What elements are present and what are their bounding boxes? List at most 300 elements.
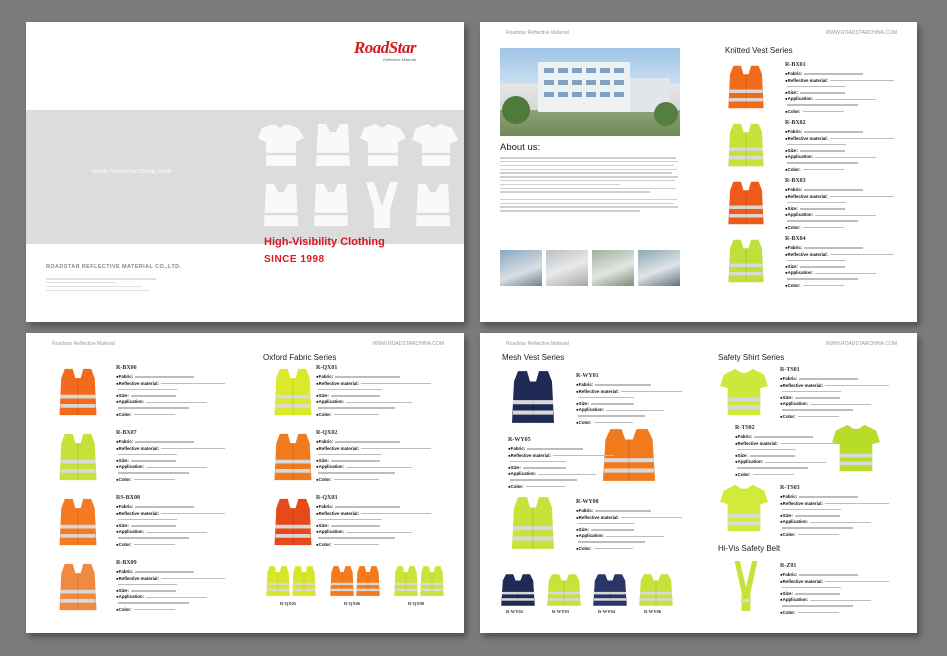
spec-label: ●Application: bbox=[576, 407, 605, 413]
spec-value-line bbox=[118, 519, 177, 520]
spec-color bbox=[508, 484, 620, 491]
spec-label: ●Reflective material: bbox=[116, 380, 159, 386]
spec-label: ●Reflective material: bbox=[316, 510, 359, 516]
spec-label: ●Reflective material: bbox=[576, 388, 619, 394]
page-header-right: WWW.ROADSTARCHINA.COM bbox=[825, 341, 897, 347]
spec-label: ●Application: bbox=[785, 154, 814, 160]
spec-size bbox=[780, 591, 898, 598]
spec-label: ●Fabric: bbox=[316, 439, 334, 444]
spec-reflective bbox=[116, 381, 234, 388]
product-code: R-BX01 bbox=[785, 62, 806, 68]
oxford-page bbox=[26, 333, 464, 633]
spec-value-line bbox=[161, 448, 225, 449]
spec-size bbox=[785, 206, 903, 213]
spec-value-line bbox=[361, 513, 431, 514]
spec-reflective bbox=[780, 579, 898, 586]
spec-reflective bbox=[785, 252, 903, 259]
spec-label: ●Size: bbox=[735, 452, 748, 458]
spec-value-line bbox=[780, 443, 844, 444]
spec-label: ●Size: bbox=[780, 512, 793, 518]
spec-label: ●Fabric: bbox=[780, 376, 798, 381]
spec-value-line bbox=[134, 479, 175, 480]
spec-value-line bbox=[815, 157, 876, 158]
product-vest-image bbox=[725, 238, 767, 289]
spec-application bbox=[780, 519, 898, 526]
spec-size bbox=[576, 527, 688, 534]
spec-value-line bbox=[799, 496, 858, 497]
spec-value-line bbox=[318, 454, 382, 455]
spec-value-line bbox=[118, 407, 189, 408]
spec-value-line bbox=[595, 384, 651, 385]
spec-size bbox=[785, 148, 903, 155]
spec-color bbox=[780, 532, 898, 539]
spec-list bbox=[785, 71, 903, 115]
spec-label: ●Color: bbox=[785, 224, 801, 230]
product-vest-image bbox=[271, 432, 315, 487]
spec-fabric bbox=[780, 376, 898, 383]
spec-list bbox=[785, 129, 903, 173]
section-title-belt: Hi-Vis Safety Belt bbox=[718, 544, 781, 553]
spec-value-line bbox=[830, 138, 894, 139]
product-caption: R-WY04 bbox=[598, 609, 615, 614]
spec-label: ●Fabric: bbox=[735, 434, 753, 439]
spec-label: ●Reflective material: bbox=[508, 452, 551, 458]
spec-fabric bbox=[576, 382, 688, 389]
product-vest-image bbox=[508, 495, 558, 556]
spec-fabric bbox=[116, 374, 234, 381]
product-code: R-BX03 bbox=[785, 178, 806, 184]
spec-value-line bbox=[318, 519, 382, 520]
spec-fabric bbox=[785, 187, 903, 194]
spec-value-line bbox=[334, 414, 379, 415]
spec-application bbox=[316, 529, 444, 536]
spec-label: ●Color: bbox=[576, 419, 592, 425]
vest-front-icon bbox=[264, 565, 292, 602]
spec-value-line bbox=[118, 454, 177, 455]
spec-value-line bbox=[782, 605, 853, 606]
spec-label: ●Fabric: bbox=[116, 439, 134, 444]
spec-color bbox=[780, 414, 898, 421]
spec-list bbox=[316, 374, 444, 418]
belt-silhouette bbox=[366, 182, 398, 228]
spec-label: ●Application: bbox=[735, 459, 764, 465]
spec-label: ●Size: bbox=[116, 587, 129, 593]
spec-value-line bbox=[810, 600, 871, 601]
spec-value-line bbox=[591, 529, 634, 530]
spec-value-line bbox=[118, 584, 177, 585]
page-header-right: WWW.ROADSTARCHINA.COM bbox=[825, 30, 897, 36]
spec-reflective bbox=[780, 501, 898, 508]
about-paragraph bbox=[500, 155, 680, 214]
spec-value-line bbox=[804, 73, 863, 74]
spec-list bbox=[316, 439, 444, 483]
spec-label: ●Reflective material: bbox=[785, 193, 828, 199]
spec-reflective bbox=[508, 453, 620, 460]
cover-band bbox=[26, 110, 464, 244]
spec-value-line bbox=[753, 474, 794, 475]
product-code: R-BX02 bbox=[785, 120, 806, 126]
spec-label: ●Reflective material: bbox=[316, 380, 359, 386]
spec-list bbox=[576, 508, 688, 552]
spec-color bbox=[785, 283, 903, 290]
spec-label: ●Fabric: bbox=[785, 187, 803, 192]
spec-value-line bbox=[146, 597, 207, 598]
spec-reflective bbox=[116, 511, 234, 518]
spec-value-line bbox=[146, 467, 207, 468]
product-vest-image bbox=[271, 367, 315, 422]
spec-size bbox=[116, 588, 234, 595]
spec-color bbox=[116, 607, 234, 614]
cover-since: SINCE 1998 bbox=[264, 254, 325, 265]
vest-silhouette-4 bbox=[416, 184, 450, 226]
spec-label: ●Size: bbox=[780, 590, 793, 596]
spec-size bbox=[316, 458, 444, 465]
spec-value-line bbox=[621, 391, 682, 392]
spec-label: ●Fabric: bbox=[116, 569, 134, 574]
spec-value-line bbox=[135, 506, 194, 507]
product-vest-image bbox=[725, 64, 767, 115]
spec-value-line bbox=[118, 389, 177, 390]
cover-headline: High-Visibility Clothing bbox=[264, 236, 385, 248]
spec-label: ●Size: bbox=[316, 522, 329, 528]
spec-value-line bbox=[737, 449, 796, 450]
spec-label: ●Application: bbox=[785, 212, 814, 218]
spec-label: ●Application: bbox=[116, 464, 145, 470]
spec-label: ●Color: bbox=[116, 411, 132, 417]
spec-application bbox=[116, 594, 234, 601]
spec-value-line bbox=[594, 548, 633, 549]
spec-value-line bbox=[606, 536, 664, 537]
spec-reflective bbox=[316, 381, 444, 388]
spec-value-line bbox=[361, 383, 431, 384]
spec-fabric bbox=[785, 245, 903, 252]
product-code: R-WY01 bbox=[576, 373, 599, 379]
workshop-photo-2 bbox=[546, 250, 588, 286]
product-caption: R-QX06 bbox=[344, 601, 360, 606]
spec-value-line bbox=[787, 86, 846, 87]
spec-label: ●Fabric: bbox=[316, 504, 334, 509]
spec-value-line bbox=[346, 532, 412, 533]
spec-size bbox=[116, 393, 234, 400]
mesh-shirt-page bbox=[480, 333, 917, 633]
spec-label: ●Application: bbox=[116, 594, 145, 600]
spec-value-line bbox=[830, 196, 894, 197]
spec-label: ●Size: bbox=[785, 263, 798, 269]
product-code: R-Z01 bbox=[780, 563, 797, 569]
spec-value-line bbox=[131, 395, 176, 396]
spec-value-line bbox=[782, 391, 841, 392]
spec-label: ●Application: bbox=[316, 399, 345, 405]
spec-fabric bbox=[316, 504, 444, 511]
spec-value-line bbox=[578, 397, 634, 398]
spec-value-line bbox=[526, 486, 565, 487]
spec-label: ●Reflective material: bbox=[785, 77, 828, 83]
spec-label: ●Color: bbox=[735, 471, 751, 477]
spec-label: ●Reflective material: bbox=[116, 575, 159, 581]
spec-value-line bbox=[318, 389, 382, 390]
product-vest-image bbox=[544, 573, 584, 612]
spec-value-line bbox=[798, 416, 839, 417]
spec-color bbox=[116, 412, 234, 419]
spec-value-line bbox=[804, 131, 863, 132]
spec-list bbox=[780, 572, 898, 616]
spec-value-line bbox=[765, 462, 826, 463]
spec-value-line bbox=[331, 460, 380, 461]
product-caption: R-WY02 bbox=[506, 609, 523, 614]
spec-fabric bbox=[116, 439, 234, 446]
spec-value-line bbox=[800, 92, 845, 93]
brand-name: RoadStar bbox=[353, 38, 416, 57]
spec-value-line bbox=[787, 162, 858, 163]
spec-list bbox=[780, 376, 898, 420]
spec-value-line bbox=[161, 383, 225, 384]
spec-label: ●Fabric: bbox=[576, 508, 594, 513]
shirt-silhouette-2 bbox=[360, 124, 406, 166]
spec-reflective bbox=[116, 576, 234, 583]
spec-value-line bbox=[810, 404, 871, 405]
product-code: R-WY05 bbox=[508, 437, 531, 443]
about-title: About us: bbox=[500, 142, 541, 153]
spec-label: ●Application: bbox=[785, 270, 814, 276]
spec-list bbox=[316, 504, 444, 548]
spec-value-line bbox=[787, 220, 858, 221]
spec-list bbox=[116, 374, 234, 418]
product-caption: R-WY03 bbox=[552, 609, 569, 614]
product-belt-image bbox=[724, 559, 768, 618]
spec-label: ●Application: bbox=[780, 401, 809, 407]
spec-color bbox=[316, 477, 444, 484]
spec-label: ●Color: bbox=[576, 545, 592, 551]
spec-value-line bbox=[318, 537, 395, 538]
spec-label: ●Color: bbox=[780, 531, 796, 537]
spec-value-line bbox=[118, 472, 189, 473]
spec-color bbox=[785, 109, 903, 116]
spec-application bbox=[780, 597, 898, 604]
spec-value-line bbox=[578, 541, 645, 542]
spec-label: ●Size: bbox=[316, 392, 329, 398]
product-code: R-BX07 bbox=[116, 430, 137, 436]
spec-value-line bbox=[578, 523, 634, 524]
spec-color bbox=[785, 167, 903, 174]
spec-size bbox=[785, 90, 903, 97]
spec-label: ●Size: bbox=[576, 526, 589, 532]
spec-color bbox=[735, 472, 853, 479]
spec-list bbox=[508, 446, 620, 490]
spec-label: ●Application: bbox=[780, 519, 809, 525]
product-code: R-WY08 bbox=[576, 499, 599, 505]
spec-value-line bbox=[118, 602, 189, 603]
spec-label: ●Color: bbox=[116, 476, 132, 482]
spec-label: ●Application: bbox=[316, 464, 345, 470]
spec-application bbox=[508, 471, 620, 478]
spec-label: ●Size: bbox=[780, 394, 793, 400]
spec-label: ●Color: bbox=[316, 476, 332, 482]
spec-label: ●Fabric: bbox=[785, 129, 803, 134]
product-vest-image bbox=[498, 573, 538, 612]
spec-value-line bbox=[135, 571, 194, 572]
spec-list bbox=[116, 569, 234, 613]
spec-value-line bbox=[510, 461, 566, 462]
spec-list bbox=[116, 439, 234, 483]
workshop-photo-3 bbox=[592, 250, 634, 286]
spec-value-line bbox=[800, 150, 845, 151]
spec-size bbox=[316, 393, 444, 400]
spec-value-line bbox=[135, 376, 194, 377]
spec-label: ●Color: bbox=[785, 108, 801, 114]
spec-value-line bbox=[737, 467, 808, 468]
spec-value-line bbox=[782, 527, 853, 528]
spec-color bbox=[116, 542, 234, 549]
page-header-right: WWW.ROADSTARCHINA.COM bbox=[372, 341, 444, 347]
spec-fabric bbox=[735, 434, 853, 441]
spec-value-line bbox=[798, 534, 839, 535]
spec-value-line bbox=[578, 415, 645, 416]
spec-value-line bbox=[161, 578, 225, 579]
product-vest-image bbox=[56, 432, 100, 487]
product-code: R-QX01 bbox=[316, 365, 338, 371]
spec-value-line bbox=[553, 455, 614, 456]
spec-application bbox=[785, 212, 903, 219]
spec-fabric bbox=[785, 129, 903, 136]
spec-application bbox=[316, 399, 444, 406]
spec-value-line bbox=[787, 202, 846, 203]
spec-value-line bbox=[334, 544, 379, 545]
spec-value-line bbox=[800, 208, 845, 209]
product-caption: R-QX08 bbox=[408, 601, 424, 606]
spec-value-line bbox=[131, 525, 176, 526]
spec-label: ●Fabric: bbox=[116, 504, 134, 509]
brand-tagline: Reflective Material bbox=[383, 57, 416, 62]
spec-value-line bbox=[830, 80, 894, 81]
product-vest-image bbox=[590, 573, 630, 612]
spec-size bbox=[116, 523, 234, 530]
spec-application bbox=[785, 154, 903, 161]
spec-label: ●Size: bbox=[576, 400, 589, 406]
spec-label: ●Fabric: bbox=[116, 374, 134, 379]
spec-value-line bbox=[134, 609, 175, 610]
spec-color bbox=[576, 546, 688, 553]
spec-label: ●Reflective material: bbox=[780, 382, 823, 388]
product-vest-image bbox=[636, 573, 676, 612]
spec-value-line bbox=[134, 414, 175, 415]
spec-reflective bbox=[735, 441, 853, 448]
spec-label: ●Application: bbox=[116, 529, 145, 535]
spec-label: ●Color: bbox=[116, 606, 132, 612]
spec-value-line bbox=[146, 402, 207, 403]
spec-label: ●Color: bbox=[785, 166, 801, 172]
spec-color bbox=[316, 542, 444, 549]
spec-list bbox=[116, 504, 234, 548]
spec-value-line bbox=[799, 378, 858, 379]
spec-reflective bbox=[785, 78, 903, 85]
spec-label: ●Application: bbox=[116, 399, 145, 405]
spec-reflective bbox=[576, 515, 688, 522]
spec-color bbox=[316, 412, 444, 419]
spec-color bbox=[576, 420, 688, 427]
spec-size bbox=[780, 513, 898, 520]
spec-application bbox=[116, 464, 234, 471]
spec-label: ●Reflective material: bbox=[785, 251, 828, 257]
section-title-mesh: Mesh Vest Series bbox=[502, 353, 565, 362]
spec-value-line bbox=[795, 593, 840, 594]
spec-value-line bbox=[131, 460, 176, 461]
spec-label: ●Size: bbox=[785, 89, 798, 95]
company-name: ROADSTAR REFLECTIVE MATERIAL CO.,LTD. bbox=[46, 264, 182, 270]
spec-value-line bbox=[134, 544, 175, 545]
spec-value-line bbox=[799, 574, 858, 575]
spec-fabric bbox=[508, 446, 620, 453]
spec-value-line bbox=[318, 472, 395, 473]
spec-label: ●Fabric: bbox=[780, 572, 798, 577]
product-code: R-QX03 bbox=[316, 495, 338, 501]
spec-value-line bbox=[815, 99, 876, 100]
spec-label: ●Reflective material: bbox=[735, 440, 778, 446]
spec-value-line bbox=[795, 397, 840, 398]
spec-size bbox=[316, 523, 444, 530]
spec-value-line bbox=[538, 474, 596, 475]
garment-silhouettes bbox=[244, 110, 464, 244]
spec-label: ●Application: bbox=[508, 471, 537, 477]
spec-value-line bbox=[803, 285, 844, 286]
spec-fabric bbox=[780, 494, 898, 501]
spec-reflective bbox=[785, 136, 903, 143]
spec-size bbox=[116, 458, 234, 465]
spec-value-line bbox=[787, 278, 858, 279]
spec-value-line bbox=[361, 448, 431, 449]
spec-reflective bbox=[316, 446, 444, 453]
spec-value-line bbox=[118, 537, 189, 538]
spec-value-line bbox=[135, 441, 194, 442]
spec-value-line bbox=[318, 407, 395, 408]
spec-value-line bbox=[131, 590, 176, 591]
spec-value-line bbox=[335, 376, 400, 377]
factory-photo bbox=[500, 48, 680, 136]
product-vest-image bbox=[508, 369, 558, 430]
spec-reflective bbox=[780, 383, 898, 390]
spec-label: ●Fabric: bbox=[576, 382, 594, 387]
vest-back-icon bbox=[354, 565, 382, 602]
section-title-oxford: Oxford Fabric Series bbox=[263, 353, 337, 362]
spec-list bbox=[785, 245, 903, 289]
workshop-photo-4 bbox=[638, 250, 680, 286]
spec-value-line bbox=[800, 266, 845, 267]
shirt-silhouette-1 bbox=[258, 124, 304, 166]
product-code: R-TS01 bbox=[780, 367, 800, 373]
spec-application bbox=[780, 401, 898, 408]
company-address-block bbox=[46, 276, 166, 293]
spec-label: ●Size: bbox=[116, 522, 129, 528]
product-shirt-image bbox=[720, 481, 768, 538]
product-code: R-TS03 bbox=[780, 485, 800, 491]
spec-value-line bbox=[591, 403, 634, 404]
spec-value-line bbox=[804, 247, 863, 248]
spec-label: ●Size: bbox=[116, 457, 129, 463]
spec-color bbox=[780, 610, 898, 617]
product-vest-image bbox=[725, 122, 767, 173]
spec-application bbox=[116, 399, 234, 406]
spec-application bbox=[316, 464, 444, 471]
spec-list bbox=[780, 494, 898, 538]
product-caption: R-QX05 bbox=[280, 601, 296, 606]
spec-reflective bbox=[116, 446, 234, 453]
spec-value-line bbox=[510, 479, 577, 480]
spec-value-line bbox=[787, 104, 858, 105]
spec-value-line bbox=[830, 254, 894, 255]
spec-value-line bbox=[825, 385, 889, 386]
cover-page bbox=[26, 22, 464, 322]
spec-application bbox=[735, 459, 853, 466]
spec-label: ●Fabric: bbox=[780, 494, 798, 499]
